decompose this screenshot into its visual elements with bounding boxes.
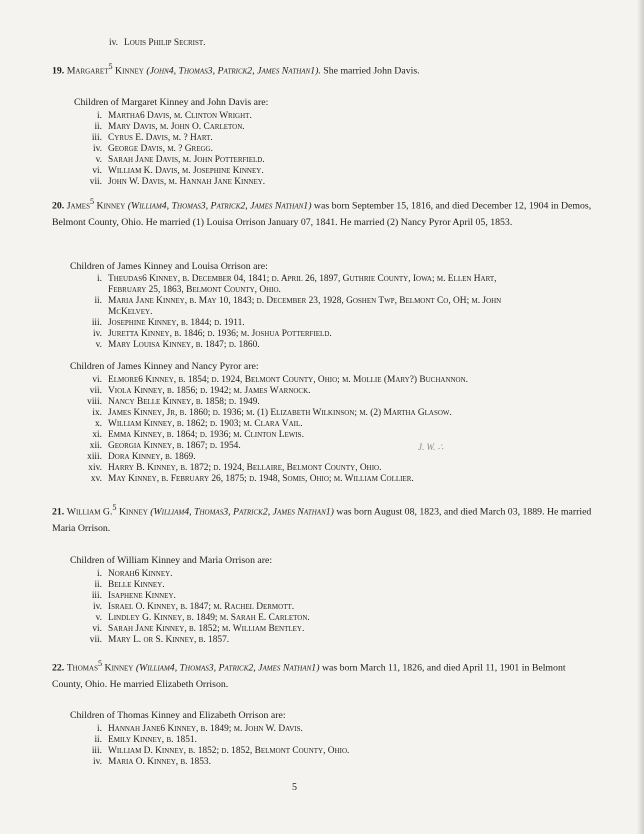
entry-head-name: Thomas bbox=[66, 662, 98, 674]
children-heading: Children of Thomas Kinney and Elizabeth Orrison are: bbox=[70, 710, 286, 721]
entry-head-name: William G. bbox=[66, 506, 113, 518]
entry-number: 19. bbox=[52, 65, 65, 77]
entry-number: 22. bbox=[52, 662, 65, 674]
child-item: x. William Kinney, b. 1862; d. 1903; m. Clara Vail. bbox=[94, 419, 303, 429]
entry-head-name: James bbox=[66, 200, 90, 212]
child-item: iv. George Davis, m. ? Gregg. bbox=[92, 144, 213, 154]
entry-head-rest: Kinney bbox=[112, 65, 144, 77]
entry-lineage: (John4, Thomas3, Patrick2, James Nathan1). bbox=[146, 65, 321, 77]
entry-head-sup: 5 bbox=[108, 62, 113, 71]
entry-lineage: (William4, Thomas3, Patrick2, James Nathan1) bbox=[135, 662, 320, 674]
child-item bbox=[96, 38, 206, 49]
child-item: v. Sarah Jane Davis, m. John Potterfield. bbox=[95, 155, 265, 165]
child-item: ii. Maria Jane Kinney, b. May 10, 1843; d. December 23, 1928, Goshen Twp, Belmont Co, OH; m. John bbox=[94, 296, 502, 306]
child-item: i. Hannah Jane6 Kinney, b. 1849; m. John W. Davis. bbox=[97, 724, 303, 734]
child-item: vi. Sarah Jane Kinney, b. 1852; m. William Bentley. bbox=[92, 624, 305, 634]
page-edge-shadow bbox=[637, 0, 644, 834]
entry-head-rest: Kinney bbox=[102, 662, 134, 674]
child-item: iv. Israel O. Kinney, b. 1847; m. Rachel Dermott. bbox=[92, 602, 295, 612]
child-item: iv. Maria O. Kinney, b. 1853. bbox=[92, 757, 211, 767]
child-item: v. Mary Louisa Kinney, b. 1847; d. 1860. bbox=[95, 340, 260, 350]
children-heading: Children of James Kinney and Louisa Orrison are: bbox=[70, 261, 268, 272]
page-number: 5 bbox=[292, 782, 297, 793]
entry-head-sup: 5 bbox=[89, 197, 95, 206]
entry-head-sup: 5 bbox=[97, 659, 103, 668]
child-item: iv. Juretta Kinney, b. 1846; d. 1936; m. Joshua Potterfield. bbox=[92, 329, 332, 339]
child-item: xiii. Dora Kinney, b. 1869. bbox=[87, 452, 196, 462]
child-item: vi. Elmore6 Kinney, b. 1854; d. 1924, Belmont County, Ohio; m. Mollie (Mary?) Buchannon. bbox=[92, 375, 469, 385]
entry-head-name: Margaret bbox=[66, 65, 109, 77]
child-item: vi. William K. Davis, m. Josephine Kinney. bbox=[92, 166, 264, 176]
children-heading: Children of Margaret Kinney and John Davis are: bbox=[74, 97, 269, 108]
entry-lineage: (William4, Thomas3, Patrick2, James Nathan1) bbox=[150, 506, 334, 518]
child-text: Louis Philip Secrist. bbox=[124, 38, 206, 48]
entry-body: was born August 08, 1823, and died March 03, 1889. He married Maria Orrison. bbox=[52, 506, 592, 535]
child-item: i. Martha6 Davis, m. Clinton Wright. bbox=[97, 111, 252, 121]
child-item: v. Lindley G. Kinney, b. 1849; m. Sarah E. Carleton. bbox=[95, 613, 310, 623]
child-item: vii. Viola Kinney, b. 1856; d. 1942; m. James Warnock. bbox=[89, 386, 311, 396]
child-item: xii. Georgia Kinney, b. 1867; d. 1954. bbox=[89, 441, 241, 451]
child-item: iii. Isaphene Kinney. bbox=[91, 591, 176, 601]
child-item: i. Theudas6 Kinney, b. December 04, 1841; d. April 26, 1897, Guthrie County, Iowa; m. Ellen Hart, bbox=[97, 274, 497, 284]
child-item: ii. Belle Kinney. bbox=[94, 580, 165, 590]
children-heading: Children of James Kinney and Nancy Pyror are: bbox=[70, 361, 259, 372]
handwritten-mark: J. W. ∴ bbox=[418, 442, 444, 452]
entry-20 bbox=[52, 193, 597, 231]
child-item: February 25, 1863, Belmont County, Ohio. bbox=[108, 285, 281, 295]
child-item: ii. Mary Davis, m. John O. Carleton. bbox=[94, 122, 245, 132]
child-item: ix. James Kinney, Jr, b. 1860; d. 1936; m. (1) Elizabeth Wilkinson; m. (2) Martha Glasow. bbox=[92, 408, 452, 418]
child-item: viii. Nancy Belle Kinney, b. 1858; d. 1949. bbox=[87, 397, 260, 407]
child-item: ii. Emily Kinney, b. 1851. bbox=[94, 735, 197, 745]
child-item: iii. Josephine Kinney, b. 1844; d. 1911. bbox=[91, 318, 245, 328]
entry-21 bbox=[52, 499, 597, 537]
child-item: iii. Cyrus E. Davis, m. ? Hart. bbox=[91, 133, 213, 143]
child-item: iii. William D. Kinney, b. 1852; d. 1852, Belmont County, Ohio. bbox=[91, 746, 350, 756]
entry-head-rest: Kinney bbox=[94, 200, 126, 212]
child-numeral: iv. bbox=[108, 38, 118, 48]
entry-body: was born September 15, 1816, and died December 12, 1904 in Demos, Belmont County, Ohio. He married (1) Louisa Orrison January 07, 1841. He married (2) Nancy Pyror April 05, 1853. bbox=[52, 200, 592, 229]
entry-head-rest: Kinney bbox=[116, 506, 148, 518]
children-heading: Children of William Kinney and Maria Orrison are: bbox=[70, 555, 273, 566]
entry-lineage: (William4, Thomas3, Patrick2, James Nathan1) bbox=[127, 200, 312, 212]
child-item: xiv. Harry B. Kinney, b. 1872; d. 1924, Bellaire, Belmont County, Ohio. bbox=[88, 463, 382, 473]
child-item: McKelvey. bbox=[108, 307, 153, 317]
child-item: vii. John W. Davis, m. Hannah Jane Kinney. bbox=[89, 177, 266, 187]
entry-body: was born March 11, 1826, and died April 11, 1901 in Belmont County, Ohio. He married Elizabeth Orrison. bbox=[52, 662, 566, 691]
child-item: xv. May Kinney, b. February 26, 1875; d. 1948, Somis, Ohio; m. William Collier. bbox=[90, 474, 414, 484]
entry-body: She married John Davis. bbox=[323, 65, 420, 77]
child-item: xi. Emma Kinney, b. 1864; d. 1936; m. Clinton Lewis. bbox=[92, 430, 304, 440]
entry-number: 20. bbox=[52, 200, 65, 212]
entry-number: 21. bbox=[52, 506, 65, 518]
child-item: vii. Mary L. or S. Kinney, b. 1857. bbox=[89, 635, 230, 645]
entry-head-sup: 5 bbox=[112, 503, 117, 512]
child-item: i. Norah6 Kinney. bbox=[97, 569, 173, 579]
entry-19 bbox=[52, 58, 597, 79]
entry-22 bbox=[52, 655, 597, 693]
